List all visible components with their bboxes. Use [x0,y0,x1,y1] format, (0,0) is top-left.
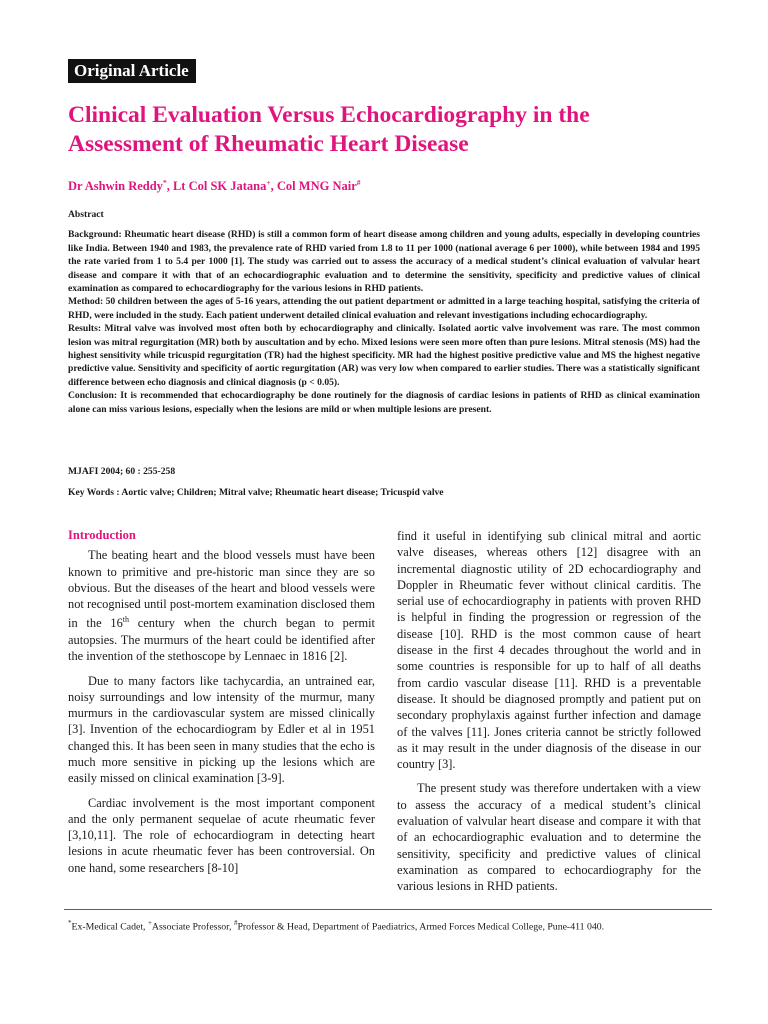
ordinal-superscript: th [122,615,129,625]
footnote-marker: * [68,919,72,927]
article-type-badge: Original Article [68,59,196,83]
article-title: Clinical Evaluation Versus Echocardiography in the Assessment of Rheumatic Heart Disease [68,102,590,157]
author-separator: , [166,179,173,194]
footnote-text: Professor & Head, Department of Paediatrics, Armed Forces Medical College, Pune-411 040. [237,921,605,933]
body-column-right [397,528,701,903]
body-paragraph: The present study was therefore undertaken with a view to assess the accuracy of a medical student’s clinical evaluation of valvular heart disease and compare it with that of an echocardiographic evaluation and to determine the sensitivity, specificity and predictive values of clinical examination as compared to echocardiography for the various lesions in RHD patients. [397,781,701,894]
footnote-marker: # [233,919,238,927]
affiliation-marker: * [162,178,167,187]
affiliation-footnote [68,917,708,933]
body-paragraph: Due to many factors like tachycardia, an untrained ear, noisy surroundings and low intensity of the murmur, many murmurs in the cardiovascular system are missed clinically [3]. Invention of the echocardiogram by Edler et al in 1951 changed this. It has been seen in many studies that the echo is much more sensitive in picking up the lesions which are easily missed on clinical examination [3-9]. [68,673,375,786]
footnote-text: Ex-Medical Cadet, [71,921,148,933]
abstract-conclusion: Conclusion: It is recommended that echocardiography be done routinely for the diagnosis of cardiac lesions in patients of RHD as clinical examination alone can miss various lesions, especially when the lesions are mild or when multiple lesions are present. [68,390,700,415]
body-paragraph [68,547,375,664]
author-name: Dr Ashwin Reddy [68,179,163,194]
footnote-text: Associate Professor, [151,921,234,933]
body-column-left [68,527,375,884]
paragraph-text: century when the church began to permit autopsies. The murmurs of the heart could be identified after the invention of the stethoscope by Lennaec in 1816 [2]. [68,616,375,664]
abstract-heading: Abstract [68,209,104,220]
affiliation-marker: # [356,178,361,187]
abstract-background: Background: Rheumatic heart disease (RHD) is still a common form of heart disease among children and young adults, especially in developing countries like India. Between 1940 and 1983, the prevalence rate of RHD varied from 1.8 to 11 per 1000 (national average 6 per 1000), while between 1984 and 1995 the rate varied from 1 to 5.4 per 1000 [1]. The study was carried out to assess the accuracy of a medical student’s clinical evaluation of valvular heart disease and compare it with that of an echocardiographic evaluation and to determine the sensitivity, specificity and predictive values of clinical examination as compared to echocardiography for the various lesions in RHD patients. [68,229,700,295]
section-heading-introduction: Introduction [68,528,136,542]
body-paragraph: Cardiac involvement is the most important component and the only permanent sequelae of acute rheumatic fever [3,10,11]. The role of echocardiogram in detecting heart lesions in acute rheumatic fever has been controversial. On one hand, some researchers [8-10] [68,795,375,875]
keywords: Key Words : Aortic valve; Children; Mitral valve; Rheumatic heart disease; Tricuspid valve [68,487,444,498]
author-separator: , [270,179,277,194]
paragraph-text: The beating heart and the blood vessels must have been known to primitive and pre-historic man since they are so obvious. But the diseases of the heart and blood vessels were not recognised until post-mortem examination disclosed them in the 16 [68,548,375,631]
footnote-marker: + [147,919,152,927]
abstract [68,208,700,416]
affiliation-marker: + [266,178,271,187]
abstract-results: Results: Mitral valve was involved most often both by echocardiography and clinically. Isolated aortic valve involvement was rare. The most common lesion was mitral regurgitation (MR) both by auscultation and by echo. Mixed lesions were seen more often than pure lesions. Mitral stenosis (MS) had the highest sensitivity while tricuspid regurgitation (TR) had the highest specificity. MR had the highest positive predictive value and MS the highest negative predictive value. Sensitivity and specificity of aortic regurgitation (AR) was very low when compared to earlier studies. There was a statistically significant difference between echo diagnosis and clinical diagnosis (p < 0.05). [68,323,700,388]
author-list [68,175,708,194]
footnote-divider [64,909,712,910]
abstract-method: Method: 50 children between the ages of 5-16 years, attending the out patient department or admitted in a large teaching hospital, satisfying the criteria of RHD, were included in the study. Each patient underwent detailed clinical evaluation and relevant investigations including echocardiography. [68,296,700,321]
body-paragraph: find it useful in identifying sub clinical mitral and aortic valve diseases, whereas others [12] disagree with an incremental diagnostic utility of 2D echocardiography and Doppler in Rheumatic fever without clinical carditis. The serial use of echocardiography in patients with proven RHD is helpful in finding the progression or regression of the disease [10]. RHD is the most common cause of heart disease in the first 4 decades throughout the world and in some countries is responsible for up to half of all deaths from cardio vascular disease [11]. RHD is a preventable disease. It should be diagnosed promptly and patient put on secondary prophylaxis against further infection and damage of the valves [11]. Jones criteria cannot be strictly followed as it may result in the under diagnosis of the disease in our country [3]. [397,529,701,772]
author-name: Col MNG Nair [276,179,357,194]
author-name: Lt Col SK Jatana [172,179,267,194]
journal-citation: MJAFI 2004; 60 : 255-258 [68,466,176,477]
